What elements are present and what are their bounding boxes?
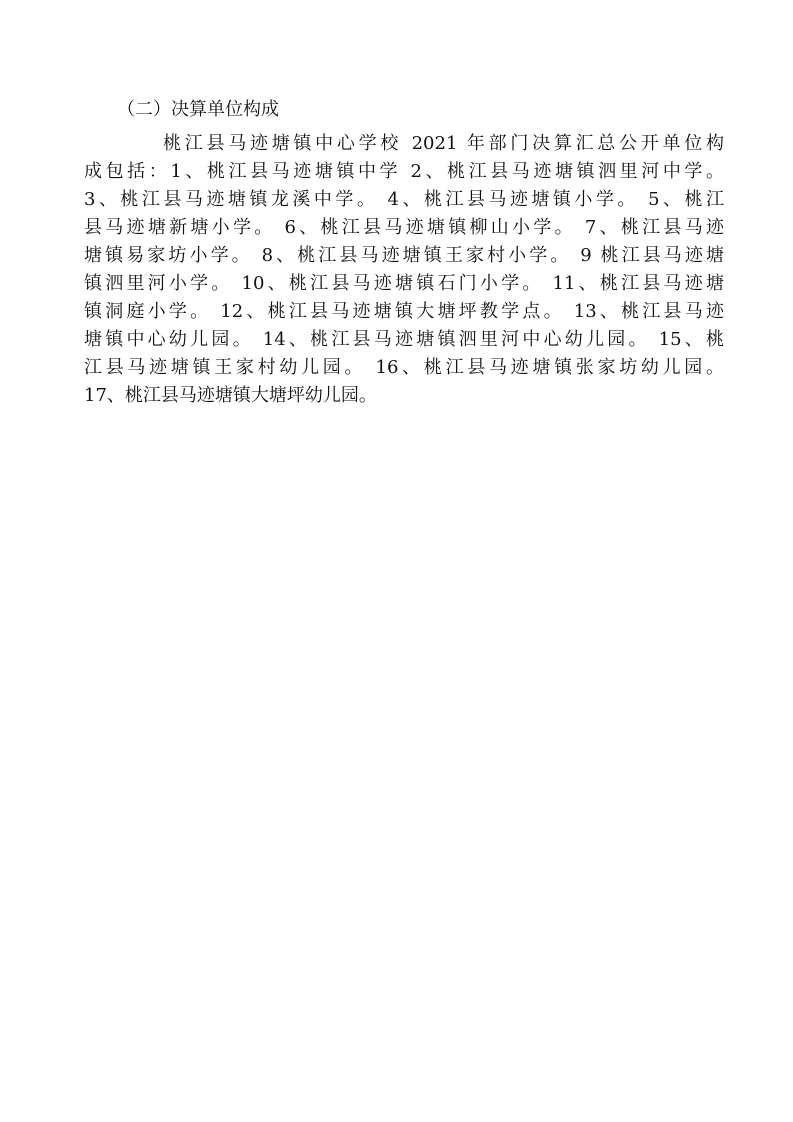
paragraph-line: 17、桃江县马迹塘镇大塘坪幼儿园。 (84, 385, 377, 406)
paragraph-line: 成包括：1、桃江县马迹塘镇中学 2、桃江县马迹塘镇泗里河中学。 (84, 161, 724, 182)
paragraph-line: 江县马迹塘镇王家村幼儿园。 16、桃江县马迹塘镇张家坊幼儿园。 (84, 357, 724, 378)
paragraph-line: 镇泗里河小学。 10、桃江县马迹塘镇石门小学。 11、桃江县马迹塘 (84, 273, 724, 294)
paragraph-line: 塘镇中心幼儿园。 14、桃江县马迹塘镇泗里河中心幼儿园。 15、桃 (84, 329, 724, 350)
paragraph-line: 桃江县马迹塘镇中心学校 2021 年部门决算汇总公开单位构 (163, 133, 724, 154)
paragraph-line: 镇洞庭小学。 12、桃江县马迹塘镇大塘坪教学点。 13、桃江县马迹 (84, 301, 724, 322)
section-body (84, 130, 724, 410)
section-heading: （二）决算单位构成 (117, 99, 279, 120)
paragraph-line: 塘镇易家坊小学。 8、桃江县马迹塘镇王家村小学。 9 桃江县马迹塘 (84, 245, 724, 266)
paragraph-line: 3、桃江县马迹塘镇龙溪中学。 4、桃江县马迹塘镇小学。 5、桃江 (84, 189, 724, 210)
paragraph-line: 县马迹塘新塘小学。 6、桃江县马迹塘镇柳山小学。 7、桃江县马迹 (84, 217, 724, 238)
